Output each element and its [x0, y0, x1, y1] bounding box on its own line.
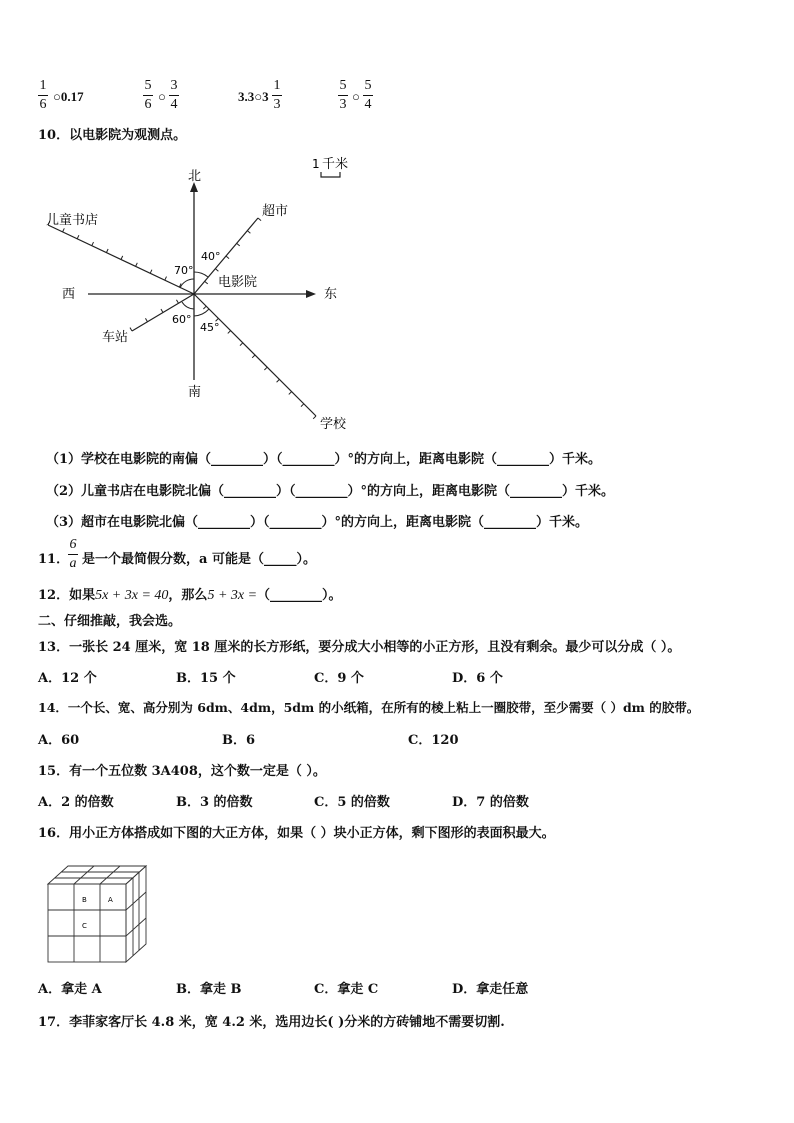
q13-option-b[interactable]: B．15 个	[176, 671, 236, 686]
q10-title: 10．以电影院为观测点。	[38, 128, 187, 143]
q15-text: 15．有一个五位数 3A408，这个数一定是（ ）。	[38, 764, 326, 779]
label-school: 学校	[320, 417, 347, 432]
tick-mark	[92, 242, 94, 246]
tick-mark	[150, 270, 152, 274]
tick-mark	[165, 277, 167, 281]
tick-mark	[252, 355, 255, 358]
q16-text: 16．用小正方体搭成如下图的大正方体，如果（ ）块小正方体，剩下图形的表面积最大。	[38, 826, 555, 841]
east-arrow	[306, 290, 316, 298]
scale-number: 1	[312, 157, 320, 171]
tick-mark	[240, 343, 243, 346]
tick-mark	[136, 263, 138, 267]
cube-label-b: B	[82, 896, 87, 904]
q10-sub1: （1）学校在电影院的南偏（________）（________）°的方向上，距离电影院（________）千米。	[46, 452, 602, 467]
tick-mark	[247, 231, 250, 234]
fraction: 1 6	[39, 78, 47, 112]
tick-mark	[121, 256, 123, 260]
label-cinema: 电影院	[218, 275, 258, 290]
angle-40: 40°	[201, 250, 221, 263]
q13-option-d[interactable]: D．6 个	[452, 671, 503, 686]
q14-option-c[interactable]: C．120	[408, 733, 459, 748]
tick-mark	[176, 300, 178, 303]
fraction: 1 3	[273, 78, 281, 112]
angle-arc-70	[180, 279, 194, 288]
tick-mark	[63, 228, 65, 232]
fraction: 5 6	[144, 78, 152, 112]
angle-arc-45	[194, 309, 209, 316]
compare-symbol: ○	[158, 89, 166, 104]
q14-option-a[interactable]: A．60	[38, 733, 80, 748]
q10-sub2: （2）儿童书店在电影院北偏（________）（________）°的方向上，距离电影院（________）千米。	[46, 484, 615, 499]
tick-mark	[313, 416, 316, 419]
q16-option-d[interactable]: D．拿走任意	[452, 982, 529, 997]
tick-mark	[237, 243, 240, 246]
q15-option-c[interactable]: C．5 的倍数	[314, 795, 390, 810]
q16-option-c[interactable]: C．拿走 C	[314, 982, 379, 997]
q15-option-a[interactable]: A．2 的倍数	[38, 795, 114, 810]
q15-option-d[interactable]: D．7 的倍数	[452, 795, 529, 810]
q16-option-b[interactable]: B．拿走 B	[176, 982, 242, 997]
label-bookstore: 儿童书店	[46, 213, 99, 228]
tick-mark	[301, 404, 304, 407]
compare-symbol: ○	[352, 89, 360, 104]
q14-option-b[interactable]: B．6	[222, 733, 256, 748]
compare-text: 3.3○3	[238, 89, 269, 104]
tick-mark	[226, 256, 229, 259]
q14-text: 14．一个长、宽、高分别为 6dm、4dm，5dm 的小纸箱，在所有的棱上粘上一圈胶带，至少需要（ ）dm 的胶带。	[38, 700, 700, 715]
compare-text: ○0.17	[53, 89, 84, 104]
label-market: 超市	[262, 204, 289, 219]
tick-mark	[258, 218, 261, 221]
tick-mark	[289, 392, 292, 395]
q12: 12．如果5x + 3x = 40，那么5 + 3x =（________）。	[38, 588, 342, 603]
tick-mark	[228, 331, 231, 334]
angle-60: 60°	[172, 313, 192, 326]
tick-mark	[277, 379, 280, 382]
q10-sub3: （3）超市在电影院北偏（________）（________）°的方向上，距离电影院（________）千米。	[46, 515, 589, 530]
cube-figure	[40, 862, 150, 966]
q15-option-b[interactable]: B．3 的倍数	[176, 795, 253, 810]
label-north: 北	[188, 169, 202, 184]
cube-label-a: A	[108, 896, 113, 904]
q16-option-a[interactable]: A．拿走 A	[38, 982, 102, 997]
label-west: 西	[62, 287, 76, 302]
fraction: 5 3	[339, 78, 347, 112]
tick-mark	[205, 281, 208, 284]
tick-mark	[106, 249, 108, 253]
fraction: 3 4	[170, 78, 178, 112]
fraction: 5 4	[364, 78, 372, 112]
scale-unit: 千米	[322, 157, 349, 172]
tick-mark	[161, 309, 163, 312]
angle-arc-40	[194, 272, 208, 277]
label-east: 东	[324, 287, 338, 302]
section-heading: 二、仔细推敲，我会选。	[38, 614, 182, 629]
q11-text: 是一个最简假分数，a 可能是（_____）。	[82, 552, 316, 567]
label-south: 南	[188, 385, 202, 400]
q13-text: 13．一张长 24 厘米，宽 18 厘米的长方形纸，要分成大小相等的小正方形，且没有剩余。最少可以分成（ ）。	[38, 640, 681, 655]
q17-text: 17．李菲家客厅长 4.8 米，宽 4.2 米，选用边长( )分米的方砖铺地不需要切割.	[38, 1015, 505, 1030]
direction-diagram	[0, 150, 794, 440]
scale-bar	[321, 172, 340, 177]
tick-mark	[203, 306, 206, 309]
angle-arc-60	[182, 302, 194, 309]
angle-70: 70°	[174, 264, 194, 277]
tick-mark	[215, 269, 218, 272]
cube-label-c: C	[82, 922, 87, 930]
tick-mark	[77, 235, 79, 239]
tick-mark	[264, 367, 267, 370]
q13-option-a[interactable]: A．12 个	[38, 671, 97, 686]
angle-45: 45°	[200, 321, 220, 334]
tick-mark	[145, 318, 147, 321]
fraction: 6 a	[69, 537, 77, 571]
label-station: 车站	[102, 330, 129, 345]
tick-mark	[130, 328, 132, 331]
q11-prefix: 11．	[38, 552, 70, 567]
q13-option-c[interactable]: C．9 个	[314, 671, 364, 686]
